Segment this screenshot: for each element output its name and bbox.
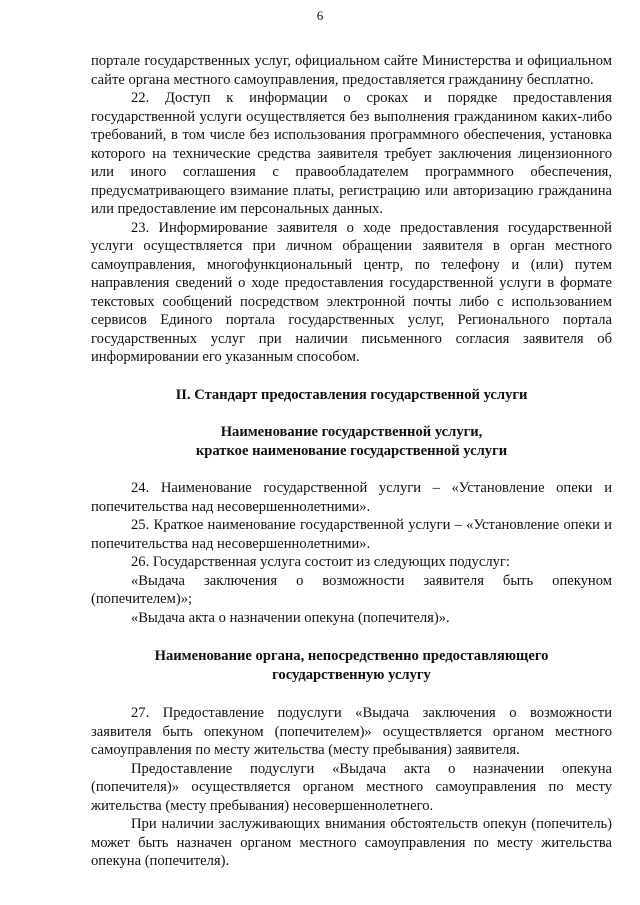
paragraph-portal-free: порталe государственных услуг, официальном сайте Министерства и официальном сайте органа местного самоуправления, предоставляется гражданину бесплатно. <box>91 53 612 88</box>
paragraph-guardian-residence: При наличии заслуживающих внимания обстоятельств опекун (попечитель) может быть назначен органом местного самоуправления по месту жительства опекуна (попечителя). <box>91 816 612 869</box>
subheading-service-name-line1: Наименование государственной услуги, <box>220 424 483 440</box>
subheading-organ <box>91 647 612 684</box>
document-body <box>91 52 612 871</box>
section-heading: II. Стандарт предоставления государственной услуги <box>175 386 528 403</box>
subheading-service-name <box>91 423 612 460</box>
paragraph-26: 26. Государственная услуга состоит из следующих подуслуг: <box>131 554 510 570</box>
paragraph-23: 23. Информирование заявителя о ходе предоставления государственной услуги осуществляется при личном обращении заявителя в орган местного самоуправления, многофункциональный центр, по телефону и (или) путем направления сведений о ходе предоставления государственной услуги в формате текстовых сообщений посредством электронной почты либо с использованием сервисов Единого портала государственных услуг, Регионального портала государственных услуг при наличии письменного согласия заявителя об информировании его указанным способом. <box>91 219 612 365</box>
paragraph-24: 24. Наименование государственной услуги – «Установление опеки и попечительства над несовершеннолетними». <box>91 480 612 515</box>
subheading-organ-line2: государственную услугу <box>272 666 431 683</box>
subservice-item-act: «Выдача акта о назначении опекуна (попечителя)». <box>131 609 450 626</box>
paragraph-act-provision: Предоставление подуслуги «Выдача акта о назначении опекуна (попечителя)» осуществляется органом местного самоуправления по месту жительства (месту пребывания) несовершеннолетнего. <box>91 760 612 814</box>
page-number: 6 <box>316 8 324 23</box>
paragraph-27: 27. Предоставление подуслуги «Выдача заключения о возможности заявителя быть опекуном (попечителем)» осуществляется органом местного самоуправления по месту жительства (месту пребывания) заявителя. <box>91 705 612 758</box>
subheading-service-name-line2: краткое наименование государственной услуги <box>195 442 508 459</box>
subservice-item-conclusion: «Выдача заключения о возможности заявителя быть опекуном (попечителем)»; <box>91 572 612 607</box>
paragraph-25: 25. Краткое наименование государственной услуги – «Установление опеки и попечительства над несовершеннолетними». <box>91 517 612 552</box>
paragraph-22: 22. Доступ к информации о сроках и порядке предоставления государственной услуги осуществляется без выполнения гражданином каких-либо требований, в том числе без использования программного обеспечения, установка которого на технические средства заявителя требует заключения лицензионного или иного соглашения с правообладателем программного обеспечения, предусматривающего взимание платы, регистрацию или авторизацию гражданина или предоставление им персональных данных. <box>91 90 612 217</box>
subheading-organ-line1: Наименование органа, непосредственно предоставляющего <box>154 648 549 664</box>
